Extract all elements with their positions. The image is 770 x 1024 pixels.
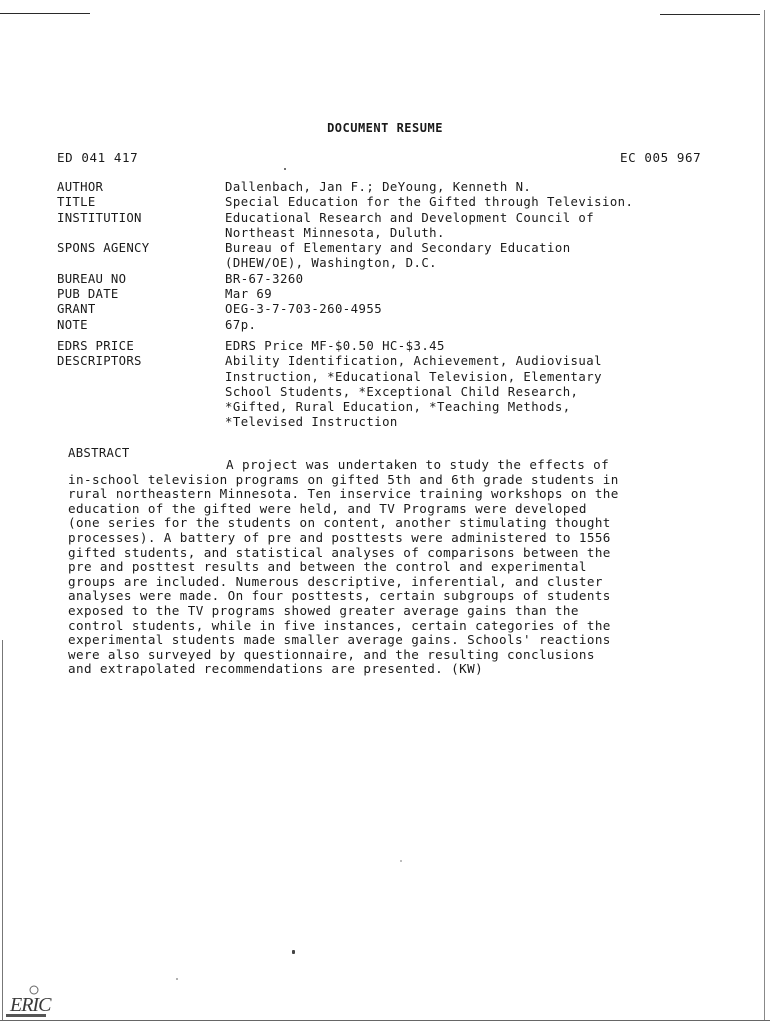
field-pub-date	[57, 287, 737, 302]
ed-number: ED 041 417	[57, 150, 139, 165]
scan-edge-top-left	[0, 13, 90, 14]
scan-speck	[284, 168, 286, 170]
field-author	[57, 180, 737, 195]
field-title	[57, 195, 737, 210]
abstract-label: ABSTRACT	[68, 446, 130, 460]
abstract-line: pre and posttest results and between the control and experimental	[68, 559, 587, 575]
abstract-line: were also surveyed by questionnaire, and the resulting conclusions	[68, 646, 595, 662]
field-value: BR-67-3260	[225, 271, 304, 286]
field-label: PUB DATE	[57, 287, 119, 302]
field-grant	[57, 302, 737, 317]
field-label: BUREAU NO	[57, 271, 127, 286]
abstract-line: rural northeastern Minnesota. Ten inservice training workshops on the	[68, 486, 619, 502]
field-label: TITLE	[57, 195, 96, 210]
abstract-line: (one series for the students on content, another stimulating thought	[68, 515, 611, 531]
scan-edge-left	[2, 640, 3, 1020]
field-value: Bureau of Elementary and Secondary Education (DHEW/OE), Washington, D.C.	[225, 241, 571, 271]
field-edrs-price	[57, 339, 737, 354]
field-label: INSTITUTION	[57, 210, 142, 225]
scan-edge-bottom	[0, 1020, 770, 1021]
scan-speck	[176, 978, 178, 980]
field-note	[57, 318, 737, 333]
abstract-body	[68, 458, 718, 677]
field-descriptors	[57, 354, 737, 430]
abstract-line: and extrapolated recommendations are presented. (KW)	[68, 661, 484, 677]
abstract-line: analyses were made. On four posttests, certain subgroups of students	[68, 588, 611, 604]
field-value: Ability Identification, Achievement, Audiovisual Instruction, *Educational Television, Elementary School Students, *Exceptional Child Research, *Gifted, Rural Education, *Teaching Methods, *Televised Instruction	[225, 354, 602, 430]
field-label: AUTHOR	[57, 180, 104, 194]
field-value: 67p.	[225, 317, 257, 332]
eric-logo-text: ERIC	[10, 994, 51, 1016]
field-value: Special Education for the Gifted through Television.	[225, 195, 634, 210]
document-title: DOCUMENT RESUME	[327, 121, 443, 135]
ec-number: EC 005 967	[620, 150, 702, 165]
field-value: Mar 69	[225, 287, 273, 302]
field-label: SPONS AGENCY	[57, 241, 150, 256]
field-label: NOTE	[57, 317, 88, 332]
abstract-line: in-school television programs on gifted 5th and 6th grade students in	[68, 471, 619, 487]
abstract-line: exposed to the TV programs showed greater average gains than the	[68, 602, 579, 618]
field-value: OEG-3-7-703-260-4955	[225, 302, 383, 317]
field-label: GRANT	[57, 302, 96, 317]
scan-edge-top-right	[660, 14, 760, 15]
field-bureau-no	[57, 272, 737, 287]
field-spons-agency	[57, 241, 737, 272]
scan-speck	[400, 860, 402, 862]
field-value: EDRS Price MF-$0.50 HC-$3.45	[225, 338, 445, 353]
abstract-line: experimental students made smaller average gains. Schools' reactions	[68, 632, 611, 648]
scan-edge-right	[764, 10, 765, 1020]
field-value: Dallenbach, Jan F.; DeYoung, Kenneth N.	[225, 180, 532, 194]
abstract-line: control students, while in five instances, certain categories of the	[68, 617, 611, 633]
field-institution	[57, 211, 737, 242]
field-value: Educational Research and Development Council of Northeast Minnesota, Duluth.	[225, 210, 595, 240]
abstract-line: gifted students, and statistical analyses of comparisons between the	[68, 544, 611, 560]
field-label: DESCRIPTORS	[57, 354, 142, 369]
abstract-line: A project was undertaken to study the effects of	[226, 457, 610, 472]
abstract-line: processes). A battery of pre and posttests were administered to 1556	[68, 529, 611, 545]
abstract-line: education of the gifted were held, and TV Programs were developed	[68, 500, 587, 516]
scan-speck	[292, 950, 295, 954]
metadata-fields	[57, 180, 737, 431]
field-label: EDRS PRICE	[57, 338, 135, 353]
abstract-line: groups are included. Numerous descriptive, inferential, and cluster	[68, 573, 603, 589]
